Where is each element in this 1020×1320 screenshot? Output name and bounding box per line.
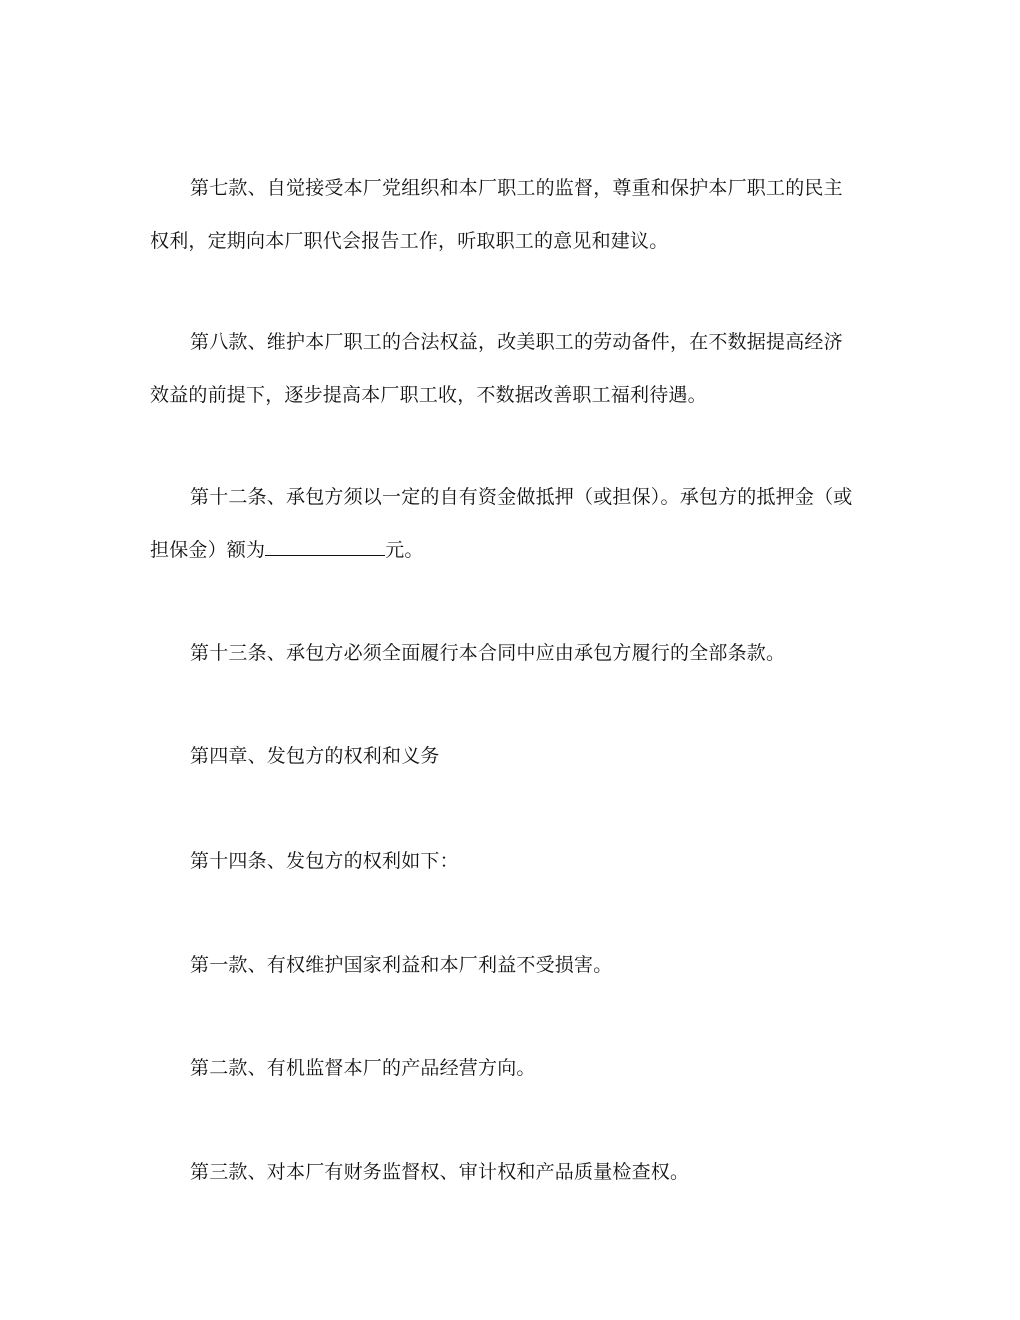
- clause-1: 第一款、有权维护国家利益和本厂利益不受损害。: [190, 954, 613, 976]
- article-13: 第十三条、承包方必须全面履行本合同中应由承包方履行的全部条款。: [190, 642, 786, 664]
- clause-7-line-1: 第七款、自觉接受本厂党组织和本厂职工的监督，尊重和保护本厂职工的民主: [190, 177, 843, 199]
- clause-8-line-1: 第八款、维护本厂职工的合法权益，改美职工的劳动备件，在不数据提高经济: [190, 331, 843, 353]
- clause-7-line-2: 权利，定期向本厂职代会报告工作，听取职工的意见和建议。: [150, 230, 669, 252]
- clause-3: 第三款、对本厂有财务监督权、审计权和产品质量检查权。: [190, 1161, 690, 1183]
- amount-blank-line: [265, 537, 385, 556]
- chapter-4-heading: 第四章、发包方的权利和义务: [190, 745, 440, 767]
- clause-8-line-2: 效益的前提下，逐步提高本厂职工收，不数据改善职工福利待遇。: [150, 384, 707, 406]
- article-12-text-after-blank: 元。: [385, 539, 424, 561]
- article-12-line-2: [150, 537, 424, 562]
- clause-2: 第二款、有机监督本厂的产品经营方向。: [190, 1057, 536, 1079]
- article-12-line-1: 第十二条、承包方须以一定的自有资金做抵押（或担保）。承包方的抵押金（或: [190, 486, 853, 508]
- article-12-text-before-blank: 担保金）额为: [150, 539, 266, 561]
- article-14: 第十四条、发包方的权利如下：: [190, 850, 459, 872]
